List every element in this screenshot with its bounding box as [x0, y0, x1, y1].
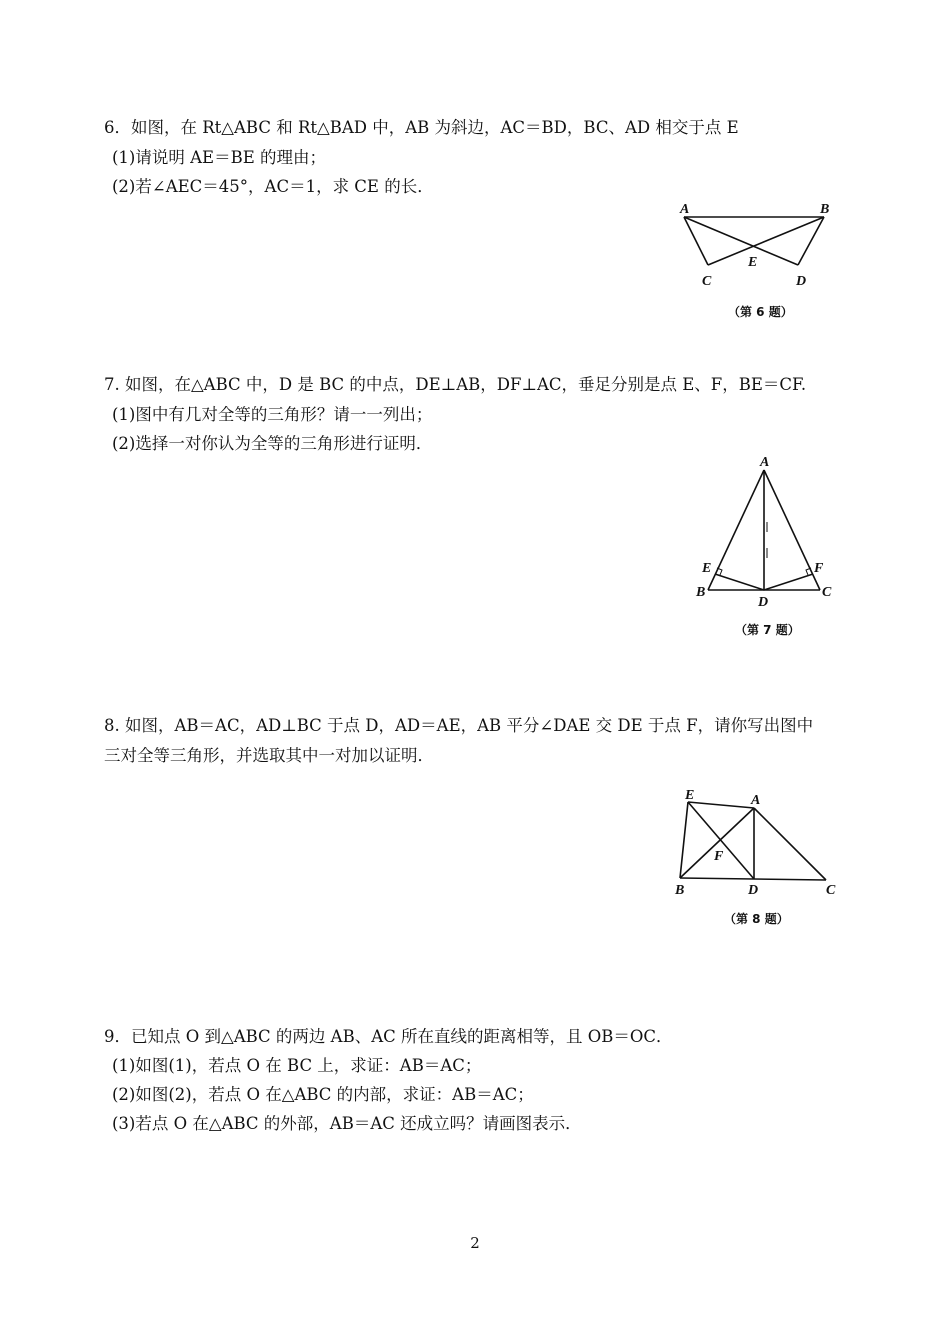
- q9-part2: (2)如图(2)，若点 O 在△ABC 的内部，求证：AB＝AC；: [112, 1085, 534, 1104]
- q8-label-c: C: [826, 883, 836, 898]
- q7-segment-df: [764, 574, 813, 590]
- q9-part1: (1)如图(1)，若点 O 在 BC 上，求证：AB＝AC；: [112, 1056, 482, 1075]
- q7-label-c: C: [822, 585, 832, 600]
- q8-stem-line2: 三对全等三角形，并选取其中一对加以证明．: [104, 746, 434, 765]
- q8-stem-line1: 8. 如图，AB＝AC，AD⊥BC 于点 D，AD＝AE，AB 平分∠DAE 交 DE 于点 F，请你写出图中: [104, 716, 814, 735]
- q8-label-b: B: [675, 883, 685, 898]
- q7-label-f: F: [814, 561, 824, 576]
- q8-segment-ed: [688, 802, 754, 879]
- q7-segment-ac: [764, 470, 820, 590]
- q7-part2: (2)选择一对你认为全等的三角形进行证明．: [112, 434, 433, 453]
- q7-part1: (1)图中有几对全等的三角形？请一一列出；: [112, 405, 433, 424]
- q6-label-b: B: [820, 202, 830, 217]
- q7-caption: （第 7 题）: [735, 623, 800, 637]
- q8-segment-ab: [680, 808, 754, 878]
- q6-label-a: A: [680, 202, 690, 217]
- page-number: 2: [470, 1234, 480, 1252]
- q7-label-a: A: [760, 455, 770, 470]
- q7-label-e: E: [702, 561, 712, 576]
- q6-label-d: D: [796, 274, 807, 289]
- q7-segment-ab: [708, 470, 764, 590]
- q6-segment-bd: [798, 217, 824, 265]
- q7-figure: [688, 450, 848, 610]
- q9-stem: 9．已知点 O 到△ABC 的两边 AB、AC 所在直线的距离相等，且 OB＝OC．: [104, 1027, 673, 1046]
- q7-label-d: D: [758, 595, 769, 610]
- q6-label-c: C: [702, 274, 712, 289]
- q8-segment-ac: [754, 808, 826, 880]
- q8-label-d: D: [748, 883, 759, 898]
- q8-label-e: E: [685, 788, 695, 803]
- q6-segment-bc: [708, 217, 824, 265]
- q6-segment-ad: [684, 217, 798, 265]
- q7-label-b: B: [696, 585, 706, 600]
- q6-figure: [668, 195, 848, 295]
- q8-segment-ea: [688, 802, 754, 808]
- q9-part3: (3)若点 O 在△ABC 的外部，AB＝AC 还成立吗？请画图表示．: [112, 1114, 582, 1133]
- q8-label-a: A: [751, 793, 761, 808]
- q7-stem: 7. 如图，在△ABC 中，D 是 BC 的中点，DE⊥AB，DF⊥AC，垂足分别是点 E、F，BE＝CF.: [104, 375, 807, 394]
- q6-part1: (1)请说明 AE＝BE 的理由；: [112, 148, 326, 167]
- q8-label-f: F: [714, 849, 724, 864]
- q6-segment-ac: [684, 217, 708, 265]
- q7-segment-de: [715, 574, 764, 590]
- q6-label-e: E: [748, 255, 758, 270]
- q8-segment-eb: [680, 802, 688, 878]
- q8-figure: [670, 782, 850, 902]
- q6-caption: （第 6 题）: [728, 305, 793, 319]
- q6-stem: 6．如图，在 Rt△ABC 和 Rt△BAD 中，AB 为斜边，AC＝BD，BC、AD 相交于点 E: [104, 118, 739, 137]
- q6-part2: (2)若∠AEC＝45°，AC＝1，求 CE 的长．: [112, 177, 434, 196]
- q8-caption: （第 8 题）: [724, 912, 789, 926]
